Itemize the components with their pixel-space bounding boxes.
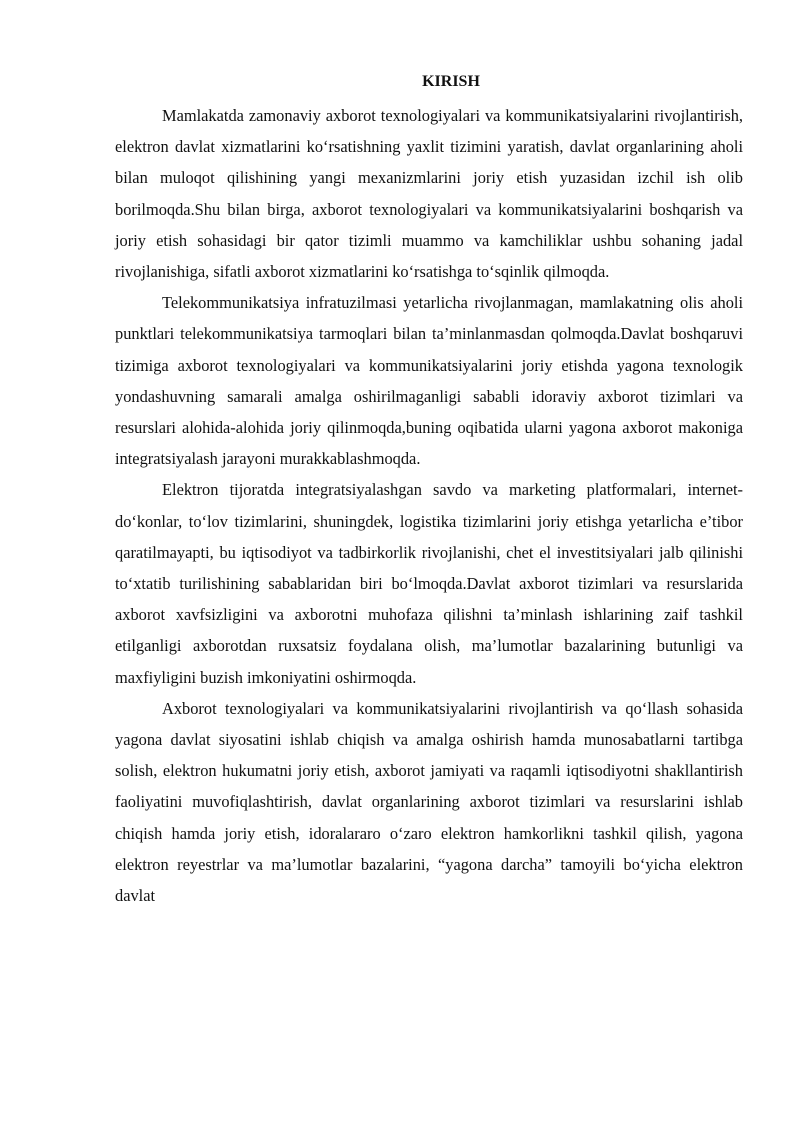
paragraph-2: Telekommunikatsiya infratuzilmasi yetarlicha rivojlanmagan, mamlakatning olis aholi punktlari telekommunikatsiya tarmoqlari bilan ta’minlanmasdan qolmoqda.Davlat boshqaruvi tizimiga axborot texnologiyalari va kommunikatsiyalarini joriy etishda yagona texnologik yondashuvning samarali amalga oshirilmaganligi sababli idoraviy axborot tizimlari va resurslari alohida-alohida joriy qilinmoqda,buning oqibatida ularni yagona axborot makoniga integratsiyalash jarayoni murakkablashmoqda. (115, 293, 743, 469)
paragraph-3: Elektron tijoratda integratsiyalashgan savdo va marketing platformalari, internet-do‘konlar, to‘lov tizimlarini, shuningdek, logistika tizimlarini joriy etishga yetarlicha e’tibor qaratilmayapti, bu iqtisodiyot va tadbirkorlik rivojlanishi, chet el investitsiyalari jalb qilinishi to‘xtatib turilishining sabablaridan biri bo‘lmoqda.Davlat axborot tizimlari va resurslarida axborot xavfsizligini va axborotni muhofaza qilishni ta’minlash ishlarining zaif tashkil etilganligi axborotdan ruxsatsiz foydalana olish, ma’lumotlar bazalarining butunligi va maxfiyligini buzish imkoniyatini oshirmoqda. (115, 480, 743, 687)
page-title: KIRISH (422, 73, 480, 90)
paragraph-4: Axborot texnologiyalari va kommunikatsiyalarini rivojlantirish va qo‘llash sohasida yagona davlat siyosatini ishlab chiqish va amalga oshirish hamda munosabatlarni tartibga solish, elektron hukumatni joriy etish, axborot jamiyati va raqamli iqtisodiyotni shakllantirish faoliyatini muvofiqlashtirish, davlat organlarining axborot tizimlari va resurslarini ishlab chiqish hamda joriy etish, idoralararo o‘zaro elektron hamkorlikni tashkil qilish, yagona elektron reyestrlar va ma’lumotlar bazalarini, “yagona darcha” tamoyili bo‘yicha elektron davlat (115, 698, 743, 906)
paragraph-1: Mamlakatda zamonaviy axborot texnologiyalari va kommunikatsiyalarini rivojlantirish, elektron davlat xizmatlarini ko‘rsatishning yaxlit tizimini yaratish, davlat organlarining aholi bilan muloqot qilishining yangi mexanizmlarini joriy etish yuzasidan izchil ish olib borilmoqda.Shu bilan birga, axborot texnologiyalari va kommunikatsiyalarini boshqarish va joriy etish sohasidagi bir qator tizimli muammo va kamchiliklar ushbu sohaning jadal rivojlanishiga, sifatli axborot xizmatlarini ko‘rsatishga to‘sqinlik qilmoqda. (115, 106, 743, 282)
